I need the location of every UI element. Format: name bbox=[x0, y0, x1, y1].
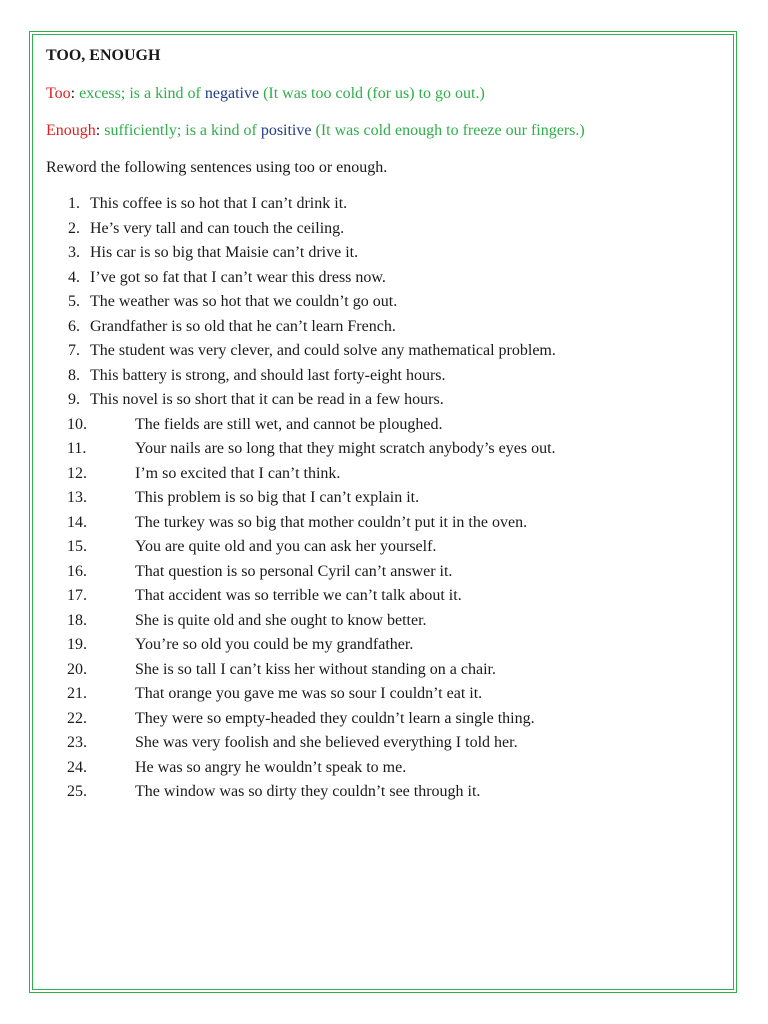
list-item-number: 3. bbox=[68, 244, 80, 261]
list-item-number: 10. bbox=[67, 415, 87, 433]
list-item-text: That accident was so terrible we can’t talk about it. bbox=[135, 587, 462, 604]
list-item bbox=[46, 464, 726, 489]
list-item-text: You’re so old you could be my grandfather. bbox=[135, 636, 414, 653]
list-item-text: I’ve got so fat that I can’t wear this dress now. bbox=[90, 268, 386, 286]
list-item-number: 12. bbox=[67, 464, 87, 482]
list-item-number: 11. bbox=[67, 440, 87, 457]
list-item-text: She is quite old and she ought to know better. bbox=[135, 611, 427, 629]
list-item bbox=[46, 317, 726, 342]
list-item-text: This novel is so short that it can be read in a few hours. bbox=[90, 391, 444, 408]
list-item-text: The student was very clever, and could solve any mathematical problem. bbox=[90, 342, 556, 359]
list-item-text: This problem is so big that I can’t explain it. bbox=[135, 489, 420, 506]
list-item-text: The fields are still wet, and cannot be ploughed. bbox=[135, 415, 443, 433]
list-item bbox=[46, 439, 726, 464]
list-item-number: 24. bbox=[67, 758, 87, 776]
list-item-number: 17. bbox=[67, 587, 87, 604]
worksheet-content bbox=[46, 46, 726, 807]
list-item-number: 4. bbox=[68, 268, 80, 286]
list-item-text: The window was so dirty they couldn’t see through it. bbox=[135, 783, 481, 800]
list-item-text: Your nails are so long that they might scratch anybody’s eyes out. bbox=[135, 440, 556, 457]
list-item-text: He’s very tall and can touch the ceiling. bbox=[90, 219, 345, 237]
list-item-text: They were so empty-headed they couldn’t learn a single thing. bbox=[135, 709, 535, 727]
list-item-number: 15. bbox=[67, 538, 87, 555]
enough-definition bbox=[46, 121, 726, 141]
enough-kind: positive bbox=[260, 122, 312, 139]
list-item-number: 22. bbox=[67, 709, 87, 727]
list-item-text: She was very foolish and she believed everything I told her. bbox=[135, 734, 518, 751]
list-item bbox=[46, 488, 726, 513]
too-definition bbox=[46, 84, 726, 104]
list-item-number: 19. bbox=[67, 636, 87, 653]
list-item bbox=[46, 709, 726, 734]
list-item-number: 9. bbox=[68, 391, 80, 408]
enough-colon: : bbox=[95, 122, 101, 139]
list-item-number: 23. bbox=[67, 734, 87, 751]
too-term: Too bbox=[46, 85, 71, 102]
list-item-number: 1. bbox=[68, 195, 80, 212]
list-item bbox=[46, 586, 726, 611]
list-item bbox=[46, 366, 726, 391]
list-item-number: 14. bbox=[67, 513, 87, 531]
list-item-number: 13. bbox=[67, 489, 87, 506]
list-item-number: 6. bbox=[68, 317, 80, 335]
list-item bbox=[46, 268, 726, 293]
list-item bbox=[46, 219, 726, 244]
too-example: (It was too cold (for us) to go out.) bbox=[259, 85, 485, 102]
list-item bbox=[46, 194, 726, 219]
instruction-text: Reword the following sentences using too or enough. bbox=[46, 159, 388, 176]
list-item-text: Grandfather is so old that he can’t learn French. bbox=[90, 317, 396, 335]
list-item-number: 2. bbox=[68, 219, 80, 237]
list-item-text: This battery is strong, and should last forty-eight hours. bbox=[90, 366, 446, 384]
list-item bbox=[46, 292, 726, 317]
list-item-number: 16. bbox=[67, 562, 87, 580]
list-item-number: 18. bbox=[67, 611, 87, 629]
list-item-number: 8. bbox=[68, 366, 80, 384]
too-colon: : bbox=[70, 85, 76, 102]
list-item-text: She is so tall I can’t kiss her without standing on a chair. bbox=[135, 660, 496, 678]
list-item-text: That question is so personal Cyril can’t answer it. bbox=[135, 562, 453, 580]
list-item bbox=[46, 243, 726, 268]
list-item-text: This coffee is so hot that I can’t drink it. bbox=[90, 195, 348, 212]
list-item bbox=[46, 782, 726, 807]
list-item bbox=[46, 635, 726, 660]
list-item bbox=[46, 562, 726, 587]
too-meaning: excess; is a kind of bbox=[75, 85, 205, 102]
enough-term: Enough bbox=[46, 122, 96, 139]
list-item-text: I’m so excited that I can’t think. bbox=[135, 464, 341, 482]
list-item bbox=[46, 733, 726, 758]
list-item bbox=[46, 513, 726, 538]
list-item bbox=[46, 341, 726, 366]
list-item bbox=[46, 758, 726, 783]
list-item-text: You are quite old and you can ask her yourself. bbox=[135, 538, 437, 555]
list-item-text: The weather was so hot that we couldn’t go out. bbox=[90, 293, 398, 310]
list-item-number: 20. bbox=[67, 660, 87, 678]
enough-example: (It was cold enough to freeze our fingers.) bbox=[311, 122, 585, 139]
list-item bbox=[46, 684, 726, 709]
list-item-number: 25. bbox=[67, 783, 87, 800]
list-item-text: That orange you gave me was so sour I couldn’t eat it. bbox=[135, 685, 483, 702]
list-item-number: 7. bbox=[68, 342, 80, 359]
too-kind: negative bbox=[204, 85, 260, 102]
list-item-number: 21. bbox=[67, 685, 87, 702]
list-item-text: His car is so big that Maisie can’t drive it. bbox=[90, 244, 359, 261]
enough-meaning: sufficiently; is a kind of bbox=[100, 122, 261, 139]
list-item-text: He was so angry he wouldn’t speak to me. bbox=[135, 758, 407, 776]
list-item bbox=[46, 390, 726, 415]
list-item-text: The turkey was so big that mother couldn’t put it in the oven. bbox=[135, 513, 528, 531]
list-item-number: 5. bbox=[68, 293, 80, 310]
sentence-list bbox=[46, 194, 726, 807]
list-item bbox=[46, 611, 726, 636]
list-item bbox=[46, 415, 726, 440]
list-item bbox=[46, 660, 726, 685]
worksheet-title: TOO, ENOUGH bbox=[46, 47, 161, 64]
list-item bbox=[46, 537, 726, 562]
